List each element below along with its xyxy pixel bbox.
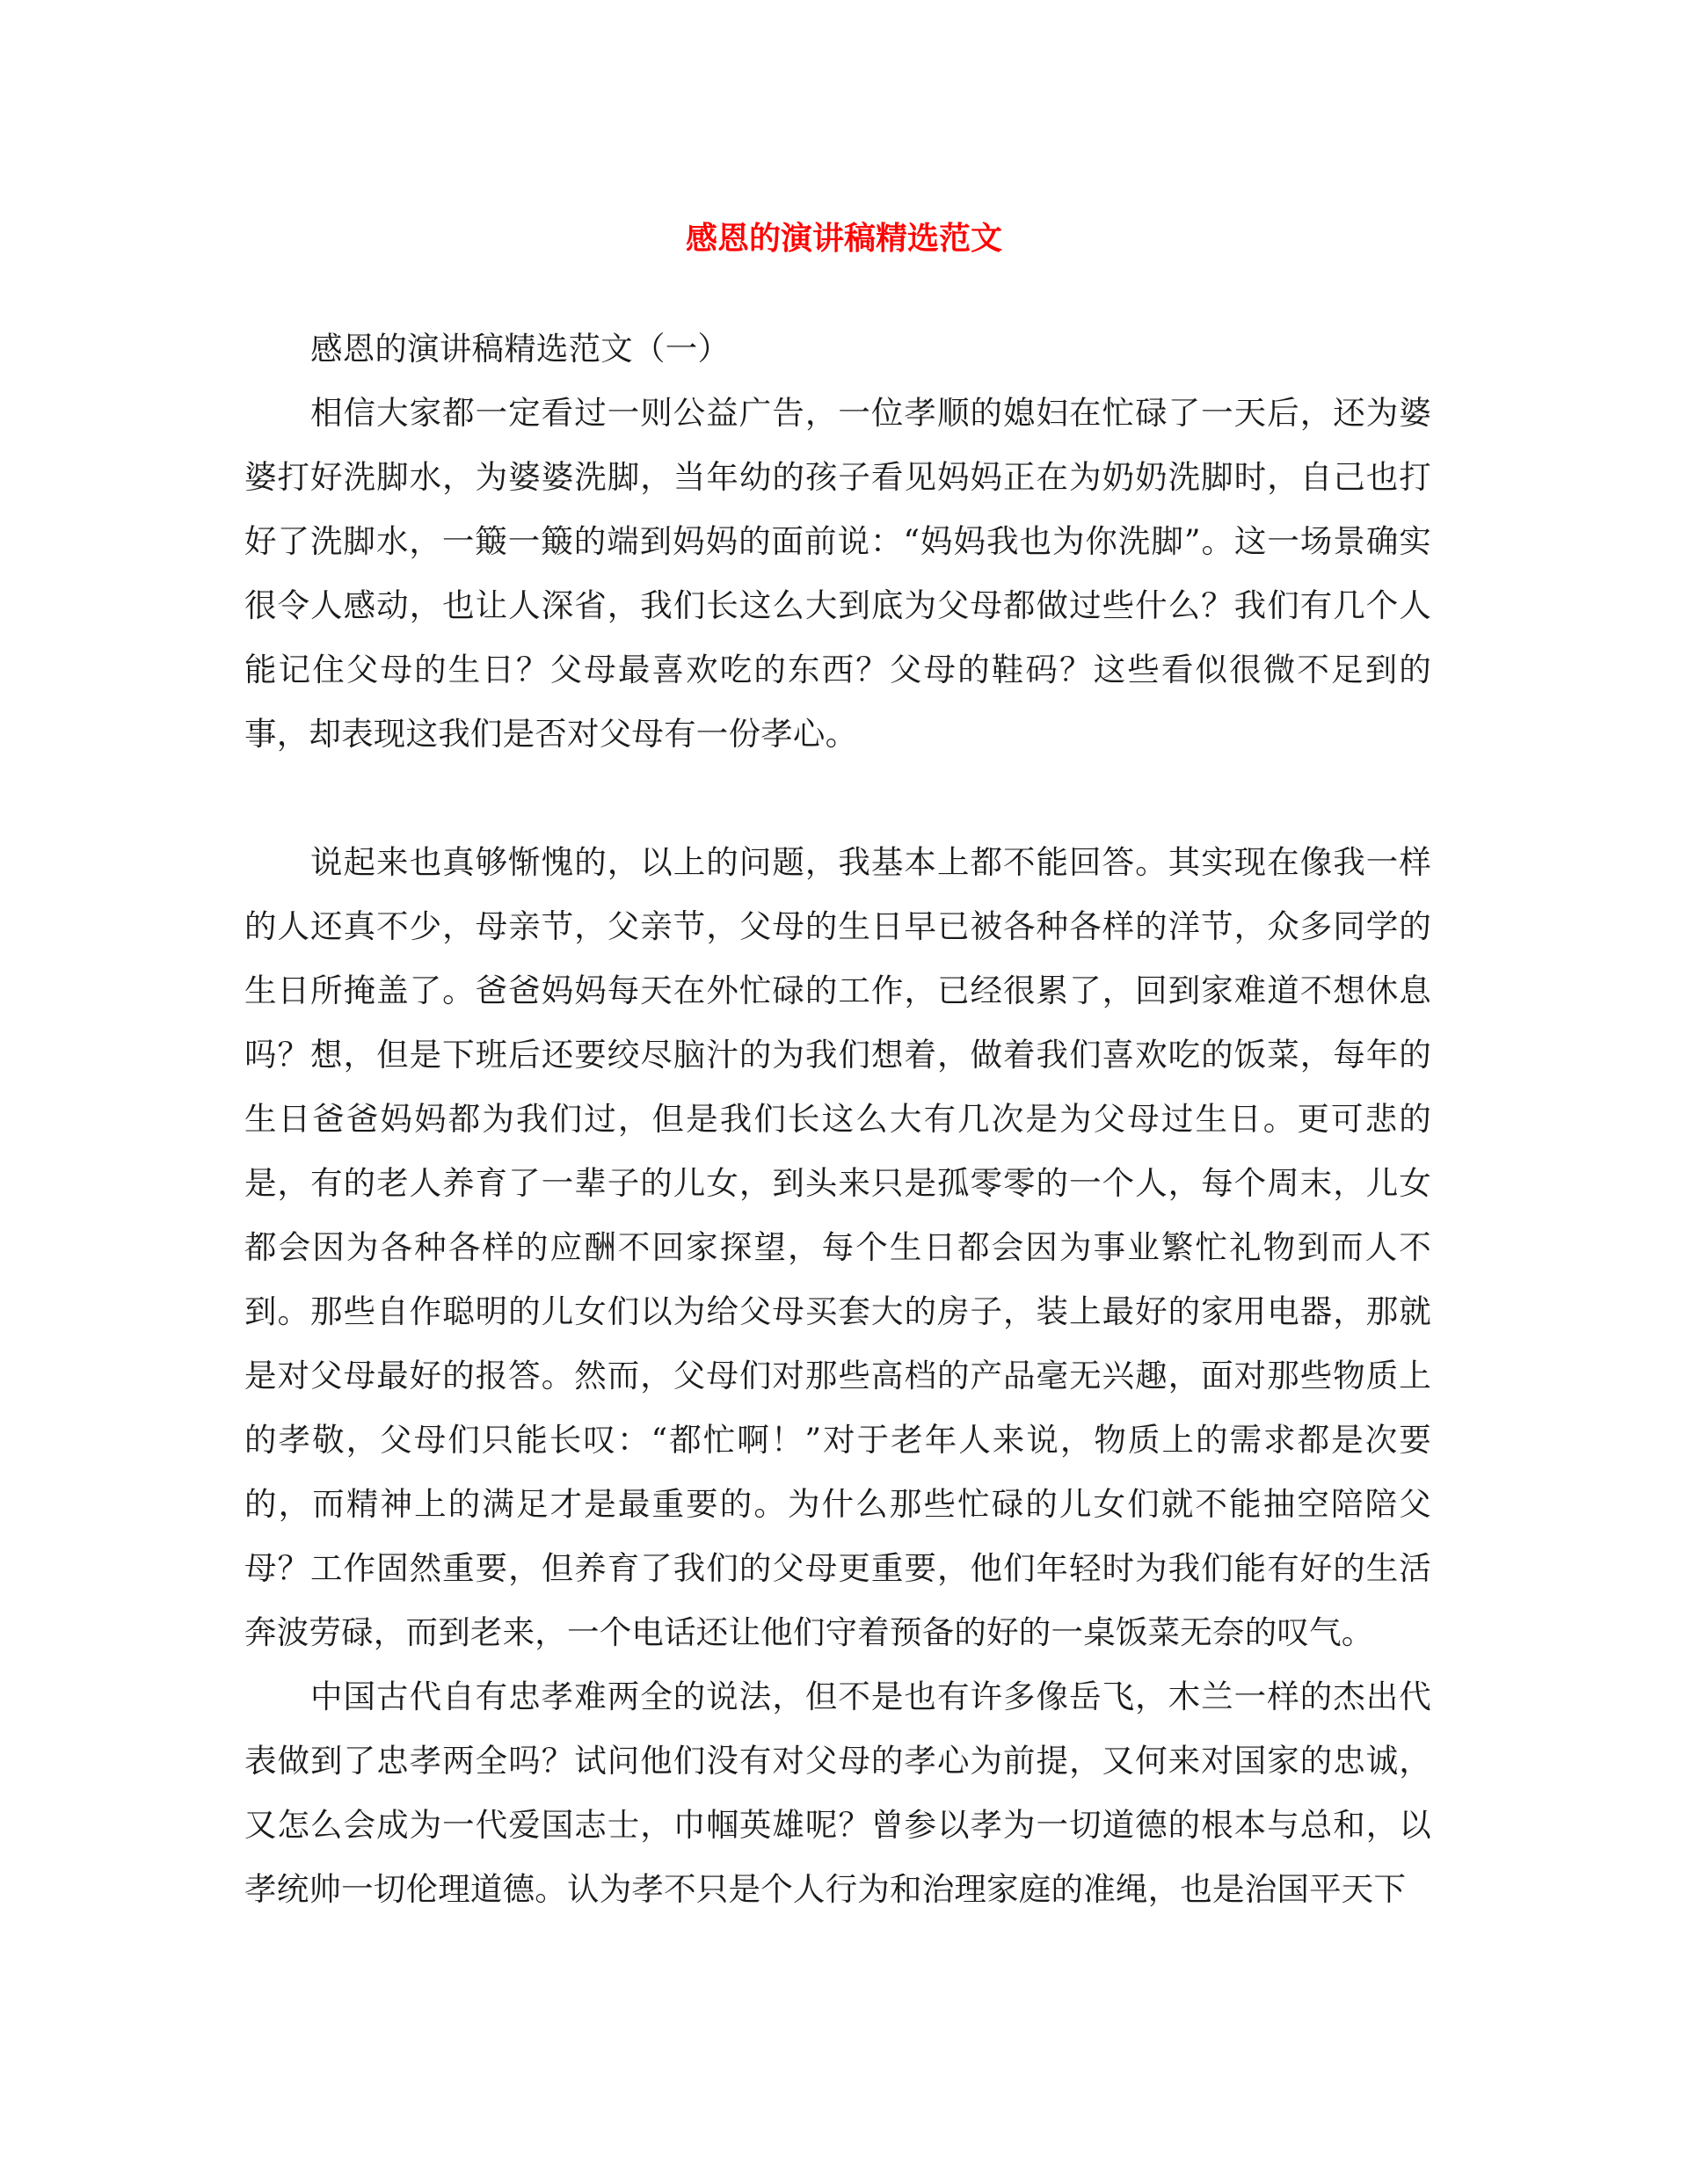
paragraph: 中国古代自有忠孝难两全的说法，但不是也有许多像岳飞，木兰一样的杰出代表做到了忠孝两全吗？试问他们没有对父母的孝心为前提，又何来对国家的忠诚，又怎么会成为一代爱国志士，巾帼英雄呢？曾参以孝为一切道德的根本与总和，以孝统帅一切伦理道德。认为孝不只是个人行为和治理家庭的准绳，也是治国平天下 bbox=[244, 1678, 1431, 1908]
document-title: 感恩的演讲稿精选范文 bbox=[685, 221, 1002, 257]
document-body bbox=[244, 317, 1431, 1921]
paragraph: 相信大家都一定看过一则公益广告，一位孝顺的媳妇在忙碌了一天后，还为婆婆打好洗脚水，为婆婆洗脚，当年幼的孩子看见妈妈正在为奶奶洗脚时，自己也打好了洗脚水，一簸一簸的端到妈妈的面前说：“妈妈我也为你洗脚”。这一场景确实很令人感动，也让人深省，我们长这么大到底为父母都做过些什么？我们有几个人能记住父母的生日？父母最喜欢吃的东西？父母的鞋码？这些看似很微不足到的事，却表现这我们是否对父母有一份孝心。 bbox=[244, 394, 1431, 753]
paragraph: 说起来也真够惭愧的，以上的问题，我基本上都不能回答。其实现在像我一样的人还真不少，母亲节，父亲节，父母的生日早已被各种各样的洋节，众多同学的生日所掩盖了。爸爸妈妈每天在外忙碌的工作，已经很累了，回到家难道不想休息吗？想，但是下班后还要绞尽脑汁的为我们想着，做着我们喜欢吃的饭菜，每年的生日爸爸妈妈都为我们过，但是我们长这么大有几次是为父母过生日。更可悲的是，有的老人养育了一辈子的儿女，到头来只是孤零零的一个人，每个周末，儿女都会因为各种各样的应酬不回家探望，每个生日都会因为事业繁忙礼物到而人不到。那些自作聪明的儿女们以为给父母买套大的房子，装上最好的家用电器，那就是对父母最好的报答。然而，父母们对那些高档的产品毫无兴趣，面对那些物质上的孝敬，父母们只能长叹：“都忙啊！”对于老年人来说，物质上的需求都是次要的，而精神上的满足才是最重要的。为什么那些忙碌的儿女们就不能抽空陪陪父母？工作固然重要，但养育了我们的父母更重要，他们年轻时为我们能有好的生活奔波劳碌，而到老来，一个电话还让他们守着预备的好的一桌饭菜无奈的叹气。 bbox=[244, 843, 1431, 1651]
section-heading: 感恩的演讲稿精选范文（一） bbox=[310, 330, 731, 368]
